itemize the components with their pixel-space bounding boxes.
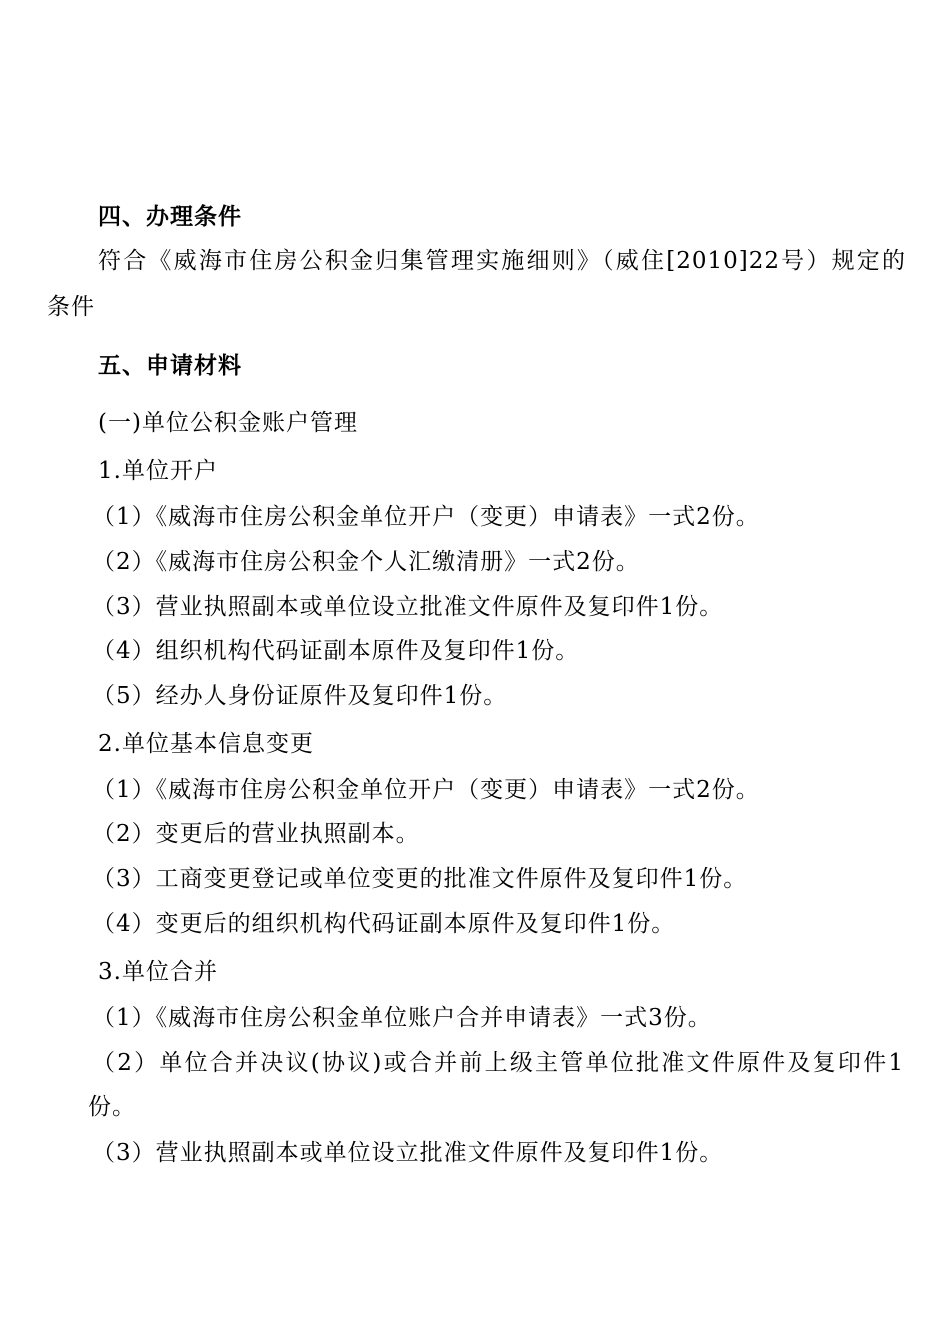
group-1-item: （3）营业执照副本或单位设立批准文件原件及复印件1份。 (92, 594, 724, 620)
group-3-item: （3）营业执照副本或单位设立批准文件原件及复印件1份。 (92, 1140, 724, 1166)
group-1-item: （2）《威海市住房公积金个人汇缴清册》一式2份。 (92, 549, 640, 575)
subsection-title: (一)单位公积金账户管理 (98, 410, 358, 436)
group-3-item: （2）单位合并决议(协议)或合并前上级主管单位批准文件原件及复印件1 (92, 1050, 904, 1076)
section-5-heading: 五、申请材料 (98, 353, 242, 379)
section-4-paragraph-line-2: 条件 (47, 294, 95, 320)
group-2-title: 2.单位基本信息变更 (98, 731, 314, 757)
group-3-title: 3.单位合并 (98, 959, 218, 985)
group-1-item: （1）《威海市住房公积金单位开户（变更）申请表》一式2份。 (92, 504, 760, 530)
group-2-item: （3）工商变更登记或单位变更的批准文件原件及复印件1份。 (92, 866, 748, 892)
group-3-item: （1）《威海市住房公积金单位账户合并申请表》一式3份。 (92, 1005, 712, 1031)
group-3-item-continuation: 份。 (88, 1094, 136, 1120)
group-2-item: （2）变更后的营业执照副本。 (92, 821, 420, 847)
group-1-item: （5）经办人身份证原件及复印件1份。 (92, 683, 508, 709)
section-4-heading: 四、办理条件 (98, 204, 242, 230)
group-1-item: （4）组织机构代码证副本原件及复印件1份。 (92, 638, 580, 664)
group-1-title: 1.单位开户 (98, 458, 218, 484)
group-2-item: （4）变更后的组织机构代码证副本原件及复印件1份。 (92, 911, 676, 937)
group-2-item: （1）《威海市住房公积金单位开户（变更）申请表》一式2份。 (92, 777, 760, 803)
section-4-paragraph-line-1: 符合《威海市住房公积金归集管理实施细则》（威住[2010]22号）规定的 (98, 248, 906, 274)
